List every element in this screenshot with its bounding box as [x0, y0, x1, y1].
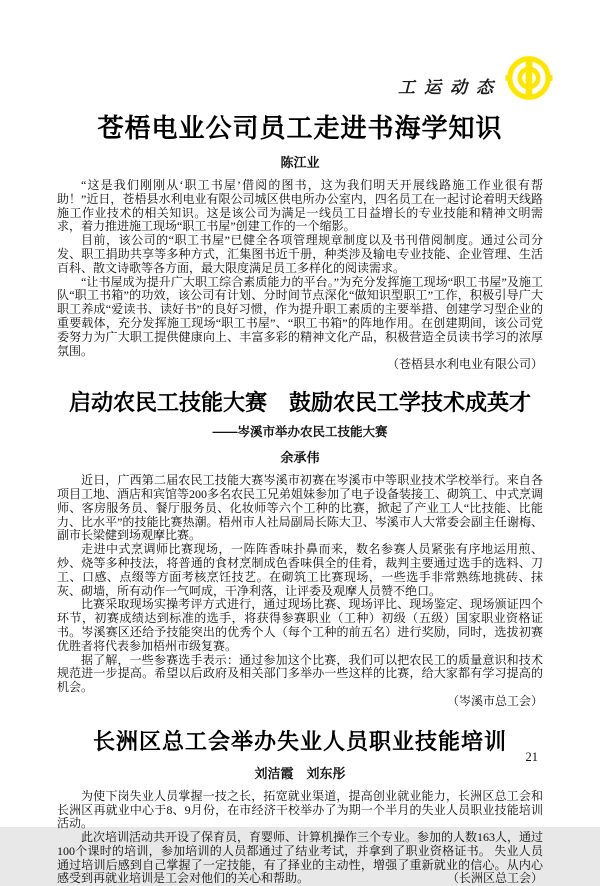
- article-title: 启动农民工技能大赛 鼓励农民工学技术成英才: [68, 390, 531, 416]
- article-paragraph: 为使下岗失业人员掌握一技之长，拓宽就业渠道，提高创业就业能力，长洲区总工会和长洲区再就业中心于8、9月份，在市经济干校举办了为期一个半月的失业人员职业技能培训活动。: [57, 788, 543, 831]
- article-attribution: （岑溪市总工会）: [446, 693, 543, 708]
- article-author: 陈江业: [280, 155, 320, 170]
- article-book-house: [57, 108, 543, 372]
- article-paragraph: 比赛采取现场实操考评方式进行，通过现场比赛、现场评比、现场鉴定、现场颁证四个环节，初赛成绩达到标准的选手，将获得参赛职业（工种）初级（五级）国家职业资格证书。岑溪赛区还给予技能突出的优秀个人（每个工种的前五名）进行奖励，同时，选拔初赛优胜者将代表参加梧州市级复赛。: [57, 597, 543, 653]
- article-paragraph: “让书屋成为提升广大职工综合素质能力的平台。”为充分发挥施工现场“职工书屋”及施工队“职工书箱”的功效，该公司有计划、分时间节点深化“做知识型职工”工作，积极引导广大职工养成“爱读书、读好书”的良好习惯，作为提升职工素质的主要举措、创建学习型企业的重要载体，充分发挥施工现场“职工书屋”、“职工书箱”的阵地作用。在创建期间，该公司党委努力为广大职工提供健康向上、丰富多彩的精神文化产品，积极营造全员读书学习的浓厚氛围。: [57, 274, 543, 358]
- trade-union-logo-icon: [504, 54, 554, 102]
- article-vocational-training: [57, 725, 543, 886]
- page-header: [398, 54, 554, 102]
- page-content: [57, 106, 543, 886]
- article-author: 刘洁霞 刘东彤: [254, 765, 346, 781]
- column-title: 工运动态: [398, 77, 502, 97]
- article-title: 苍梧电业公司员工走进书海学知识: [97, 113, 503, 143]
- article-subtitle: ——岑溪市举办农民工技能大赛: [212, 425, 388, 440]
- article-paragraph: 目前，该公司的“职工书屋”已健全各项管理规章制度以及书刊借阅制度。通过公司分发、职工捐助共享等多种方式，汇集图书近千册，种类涉及输电专业技能、企业管理、生活百科、散文诗歌等各方面，最大限度满足员工多样化的阅读需求。: [57, 233, 543, 275]
- article-paragraph: 此次培训活动共开设了保育员，育婴师、计算机操作三个专业。参加的人数163人，通过100个课时的培训，参加培训的人员都通过了结业考试，并拿到了职业资格证书。 失业人员通过培训后感到自己掌握了一定技能，有了择业的主动性，增强了重新就业的信心。从内心感受到再就业培训是工会对他们的关心和帮助。: [57, 830, 544, 886]
- article-paragraph: 近日，广西第二届农民工技能大赛岑溪市初赛在岑溪市中等职业技术学校举行。来自各项目工地、酒店和宾馆等200多名农民工兄弟姐妹参加了电子设备装接工、砌筑工、中式烹调师、客房服务员、餐厅服务员、化妆师等六个工种的比赛，掀起了产业工人“比技能、比能力、比水平”的技能比赛热潮。梧州市人社局副局长陈大卫、岑溪市人大常委会副主任谢梅、副市长梁健到场观摩比赛。: [57, 473, 544, 543]
- article-paragraph: 据了解，一些参赛选手表示：通过参加这个比赛，我们可以把农民工的质量意识和技术规范进一步提高。希望以后政府及相关部门多举办一些这样的比赛，给大家都有学习提高的机会。: [57, 652, 543, 695]
- article-author: 余承伟: [280, 450, 320, 466]
- article-attribution: （苍梧县水利电业有限公司）: [386, 357, 543, 372]
- article-skills-competition: [57, 386, 543, 709]
- article-title: 长洲区总工会举办失业人员职业技能培训: [92, 728, 507, 754]
- article-paragraph: 走进中式烹调师比赛现场，一阵阵香味扑鼻而来，数名参赛人员紧张有序地运用煎、炒、烧等多种技法，将普通的食材烹制成色香味俱全的佳肴，裁判主要通过选手的选料、刀工、口感、点缀等方面考核烹饪技艺。在砌筑工比赛现场，一些选手非常熟练地挑砖、抹灰、砌墙，所有动作一气呵成，干净利落，让评委及观摩人员赞不绝口。: [57, 542, 543, 598]
- page-number: 21: [525, 750, 538, 764]
- article-paragraph: “这是我们刚刚从‘职工书屋’借阅的图书，这为我们明天开展线路施工作业很有帮助！”近日，苍梧县水利电业有限公司城区供电所办公室内，四名员工在一起讨论着明天线路施工作业技术的相关知识。这是该公司为满足一线员工日益增长的专业技能和精神文明需求，着力推进施工现场“职工书屋”创建工作的一个缩影。: [57, 178, 543, 234]
- article-attribution: （长洲区总工会）: [446, 871, 543, 886]
